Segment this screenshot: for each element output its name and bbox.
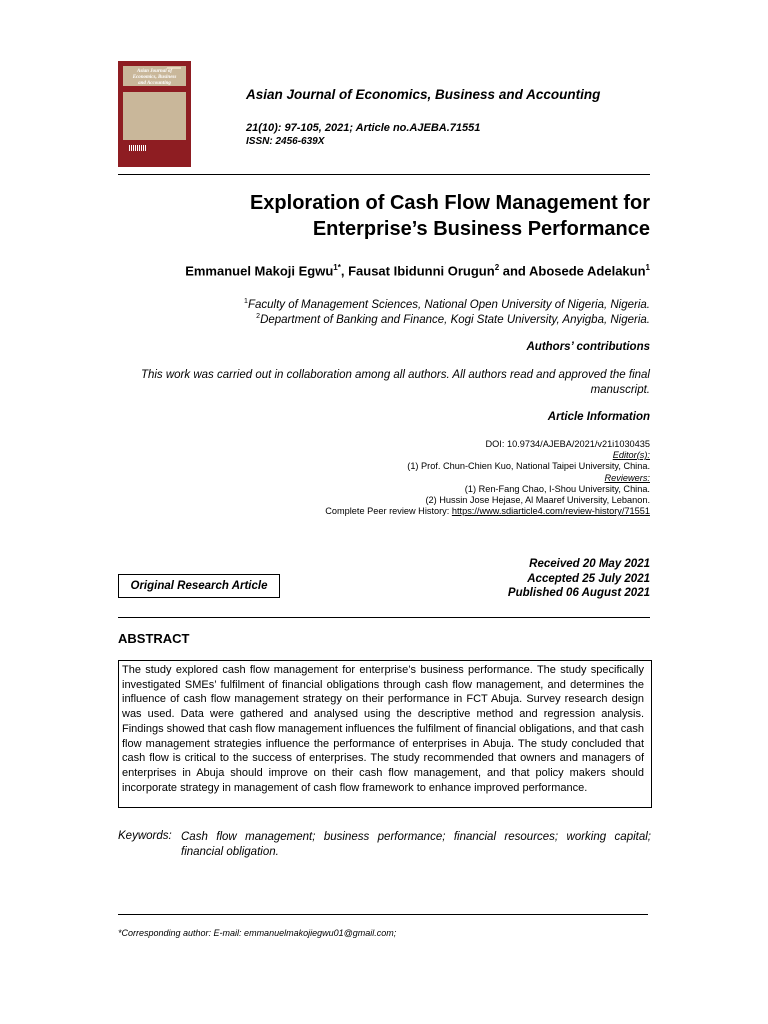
article-title: Exploration of Cash Flow Management for Enterprise’s Business Performance xyxy=(249,192,650,240)
issn-line: ISSN: 2456-639X xyxy=(246,136,325,147)
author-name: Fausat Ibidunni Orugun xyxy=(348,263,495,279)
contributions-heading: Authors’ contributions xyxy=(526,341,650,353)
keywords-text: Cash flow management; business performance; financial resources; working capital; financial obligation. xyxy=(181,831,651,858)
author-affil-mark: 2 xyxy=(494,263,500,272)
article-info-heading: Article Information xyxy=(547,411,650,423)
reviewer-1: (1) Ren-Fang Chao, I-Shou University, China. xyxy=(464,484,650,494)
keywords-label: Keywords: xyxy=(118,830,172,842)
journal-cover-image xyxy=(118,61,191,167)
abstract-divider xyxy=(118,617,650,618)
accepted-date: Accepted 25 July 2021 xyxy=(527,573,650,585)
abstract-heading: ABSTRACT xyxy=(118,631,190,646)
footnote-divider xyxy=(118,914,648,915)
editors-label: Editor(s): xyxy=(612,450,650,460)
author-affil-mark: 1* xyxy=(333,263,341,272)
reviewer-2: (2) Hussin Jose Hejase, Al Maaref University, Lebanon. xyxy=(425,495,650,505)
abstract-text: The study explored cash flow management for enterprise’s business performance. The study specifically investigated SMEs’ fulfilment of financial obligations through cash flow management, and determines the influence of cash flow management strategy on their performance in FCT Abuja. Survey research design was used. Data were gathered and analysed using the descriptive method and regression analysis. Findings showed that cash flow management influences the fulfilment of financial obligations, and that cash flow management strategies influence the performance of enterprises in Abuja. The study concluded that cash flow is critical to the success of enterprises. The study recommended that owners and managers of enterprises in Abuja should improve on their cash flow management, and that policy makers should incorporate strategy in management of cash flow framework to enhance improved performance. xyxy=(122,664,644,794)
header-divider xyxy=(118,174,650,175)
article-type-badge: Original Research Article xyxy=(118,574,280,598)
editor-1: (1) Prof. Chun-Chien Kuo, National Taipei University, China. xyxy=(407,461,650,471)
affiliation-2: $^2$Department of Banking and Finance, Kogi State University, Anyigba, Nigeria. xyxy=(256,313,650,326)
contributions-text: This work was carried out in collaboration among all authors. All authors read and approved the final manuscript. xyxy=(140,369,650,396)
volume-line: 21(10): 97-105, 2021; Article no.AJEBA.71551 xyxy=(246,122,481,134)
affiliation-1: $^1$Faculty of Management Sciences, National Open University of Nigeria, Nigeria. xyxy=(244,298,650,311)
author-affil-mark: 1 xyxy=(645,263,650,272)
author-list: Emmanuel Makoji Egwu$^{1*}$, Fausat Ibidunni Orugun$^2$ and Abosede Adelakun$^1$ xyxy=(185,263,650,279)
cover-title: Asian Journal of Economics, Business and Accounting xyxy=(132,69,177,86)
corresponding-author-footnote: *Corresponding author: E-mail: emmanuelmakojiegwu01@gmail.com; xyxy=(118,928,397,938)
received-date: Received 20 May 2021 xyxy=(529,558,650,570)
doi: DOI: 10.9734/AJEBA/2021/v21i1030435 xyxy=(485,439,650,449)
abstract-box xyxy=(118,660,652,808)
barcode-icon xyxy=(129,145,147,151)
published-date: Published 06 August 2021 xyxy=(507,587,650,599)
author-name: Abosede Adelakun xyxy=(529,263,646,279)
author-name: Emmanuel Makoji Egwu xyxy=(185,263,334,279)
journal-name: Asian Journal of Economics, Business and Accounting xyxy=(246,87,601,102)
review-history-link[interactable]: https://www.sdiarticle4.com/review-history/71551 xyxy=(451,506,650,516)
review-history: Complete Peer review History: https://www.sdiarticle4.com/review-history/71551 xyxy=(325,506,650,516)
reviewers-label: Reviewers: xyxy=(604,473,650,483)
